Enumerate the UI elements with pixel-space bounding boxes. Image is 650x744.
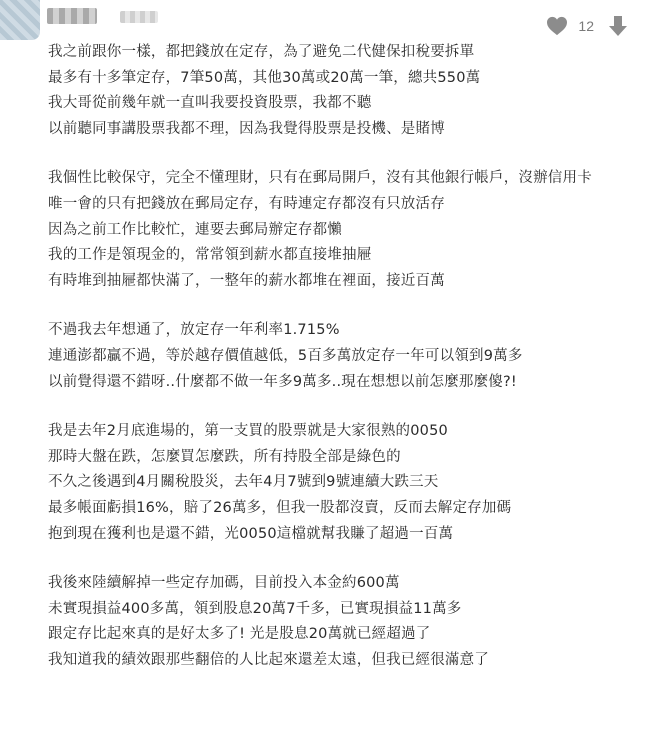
text-line: 那時大盤在跌，怎麼買怎麼跌，所有持股全部是綠色的 [48,448,401,465]
text-line: 唯一會的只有把錢放在郵局定存，有時連定存都沒有只放活存 [48,195,445,212]
like-count: 12 [578,18,594,34]
reaction-bar [546,14,628,38]
text-line: 最多有十多筆定存，7筆50萬，其他30萬或20萬一筆，總共550萬 [48,69,481,86]
text-line: 未實現損益400多萬，領到股息20萬7千多，已實現損益11萬多 [48,600,462,617]
text-line: 有時堆到抽屜都快滿了，一整年的薪水都堆在裡面，接近百萬 [48,272,445,289]
paragraph-4 [48,419,643,547]
text-line: 我是去年2月底進場的，第一支買的股票就是大家很熟的0050 [48,423,448,440]
text-line: 跟定存比起來真的是好太多了! 光是股息20萬就已經超過了 [48,626,431,643]
text-line: 我之前跟你一樣，都把錢放在定存，為了避免二代健保扣稅要拆單 [48,44,475,60]
paragraph-5 [48,571,643,673]
author-name-redacted[interactable] [47,8,97,24]
paragraph-3 [48,318,643,395]
text-line: 我大哥從前幾年就一直叫我要投資股票，我都不聽 [48,95,372,112]
comment-header [0,0,650,44]
text-line: 以前覺得還不錯呀..什麼都不做一年多9萬多..現在想想以前怎麼那麼傻?! [48,373,517,390]
comment-body [48,40,643,697]
text-line: 因為之前工作比較忙，連要去郵局辦定存都懶 [48,221,342,238]
text-line: 我個性比較保守，完全不懂理財，只有在郵局開戶，沒有其他銀行帳戶，沒辦信用卡 [48,170,592,187]
text-line: 我知道我的績效跟那些翻倍的人比起來還差太遠，但我已經很滿意了 [48,651,489,668]
author-meta-redacted [120,11,158,23]
paragraph-1 [48,40,643,142]
avatar[interactable] [0,0,40,40]
heart-icon[interactable] [546,16,568,36]
text-line: 抱到現在獲利也是還不錯，光0050這檔就幫我賺了超過一百萬 [48,525,454,542]
text-line: 我後來陸續解掉一些定存加碼，目前投入本金約600萬 [48,575,400,592]
text-line: 連通澎都贏不過，等於越存價值越低，5百多萬放定存一年可以領到9萬多 [48,347,523,364]
text-line: 以前聽同事講股票我都不理，因為我覺得股票是投機、是賭博 [48,120,445,137]
paragraph-2 [48,166,643,294]
text-line: 不久之後遇到4月關稅股災，去年4月7號到9號連續大跌三天 [48,474,439,491]
down-arrow-icon[interactable] [608,15,628,37]
text-line: 不過我去年想通了，放定存一年利率1.715% [48,322,340,339]
text-line: 我的工作是領現金的，常常領到薪水都直接堆抽屜 [48,247,372,264]
text-line: 最多帳面虧損16%，賠了26萬多，但我一股都沒賣，反而去解定存加碼 [48,499,512,516]
